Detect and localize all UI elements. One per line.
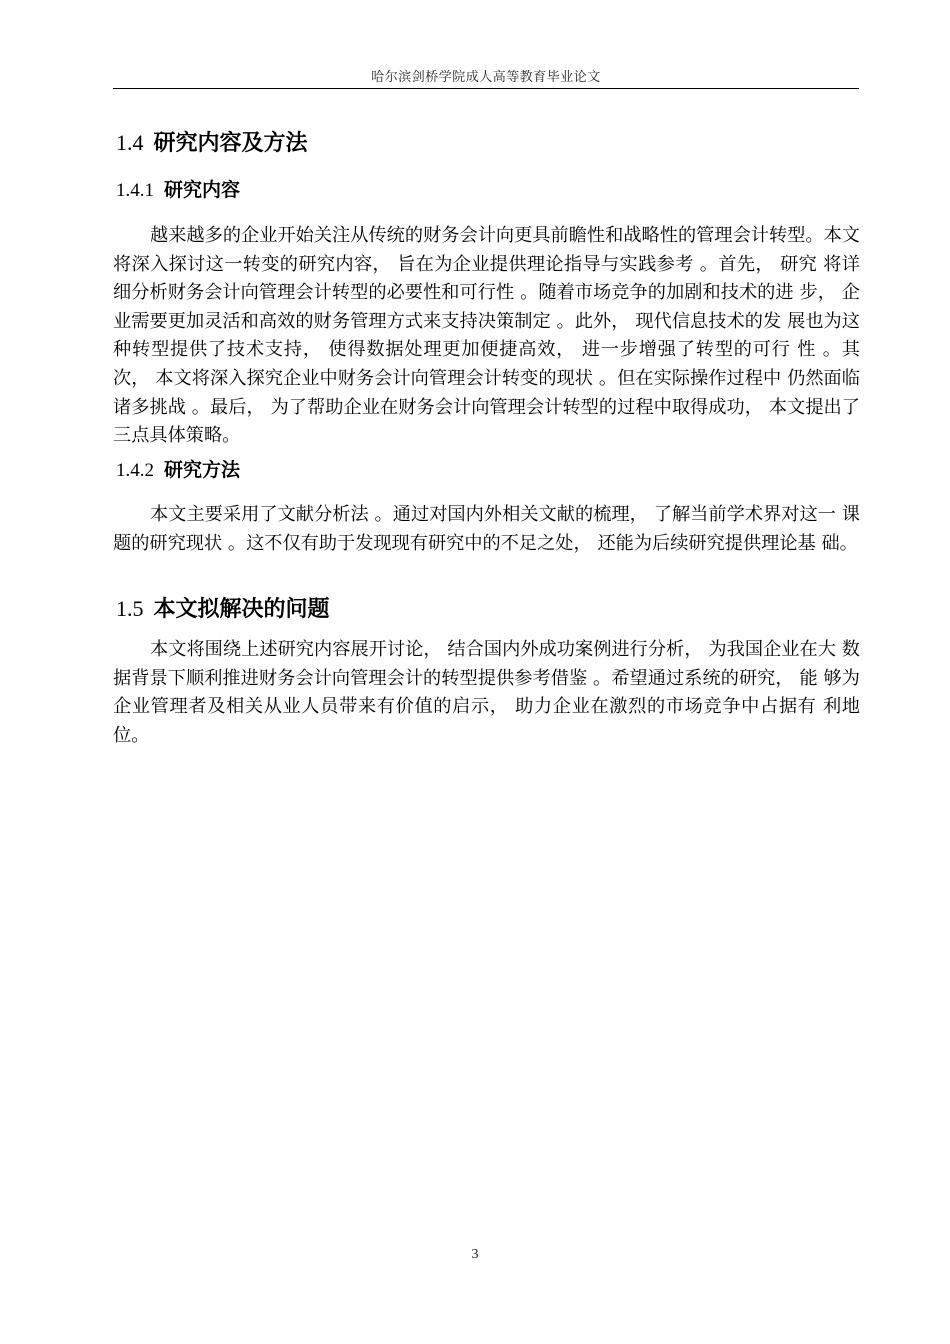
section-heading-1-4-1 xyxy=(116,175,240,202)
paragraph-research-method: 本文主要采用了文献分析法 。通过对国内外相关文献的梳理， 了解当前学术界对这一 课题的研究现状 。这不仅有助于发现现有研究中的不足之处， 还能为后续研究提供理论基 础。 xyxy=(113,504,860,554)
header-rule xyxy=(113,88,859,89)
section-title: 研究内容及方法 xyxy=(153,131,308,156)
section-title: 研究方法 xyxy=(164,459,241,481)
page-number: 3 xyxy=(471,1247,479,1262)
section-number: 1.4.1 xyxy=(116,180,154,201)
section-number: 1.5 xyxy=(116,596,144,621)
paragraph-problems-to-solve: 本文将围绕上述研究内容展开讨论， 结合国内外成功案例进行分析， 为我国企业在大 数据背景下顺利推进财务会计向管理会计的转型提供参考借鉴 。希望通过系统的研究， 能 够为企业管理者及相关从业人员带来有价值的启示， 助力企业在激烈的市场竞争中占据有 利地位。 xyxy=(113,639,860,746)
section-title: 研究内容 xyxy=(164,179,241,201)
section-heading-1-5 xyxy=(116,592,330,623)
section-title: 本文拟解决的问题 xyxy=(153,597,330,622)
section-number: 1.4 xyxy=(116,130,144,155)
paragraph-research-content: 越来越多的企业开始关注从传统的财务会计向更具前瞻性和战略性的管理会计转型。本文将深入探讨这一转变的研究内容， 旨在为企业提供理论指导与实践参考 。首先， 研究 将详细分析财务会计向管理会计转型的必要性和可行性 。随着市场竞争的加剧和技术的进 步， 企业需要更加灵活和高效的财务管理方式来支持决策制定 。此外， 现代信息技术的发 展也为这种转型提供了技术支持， 使得数据处理更加便捷高效， 进一步增强了转型的可行 性 。其次， 本文将深入探究企业中财务会计向管理会计转变的现状 。但在实际操作过程中 仍然面临诸多挑战 。最后， 为了帮助企业在财务会计向管理会计转型的过程中取得成功， 本文提出了三点具体策略。 xyxy=(113,225,860,447)
running-header: 哈尔滨剑桥学院成人高等教育毕业论文 xyxy=(371,70,601,85)
section-heading-1-4-2 xyxy=(116,455,240,482)
section-number: 1.4.2 xyxy=(116,460,154,481)
section-heading-1-4 xyxy=(116,126,308,157)
